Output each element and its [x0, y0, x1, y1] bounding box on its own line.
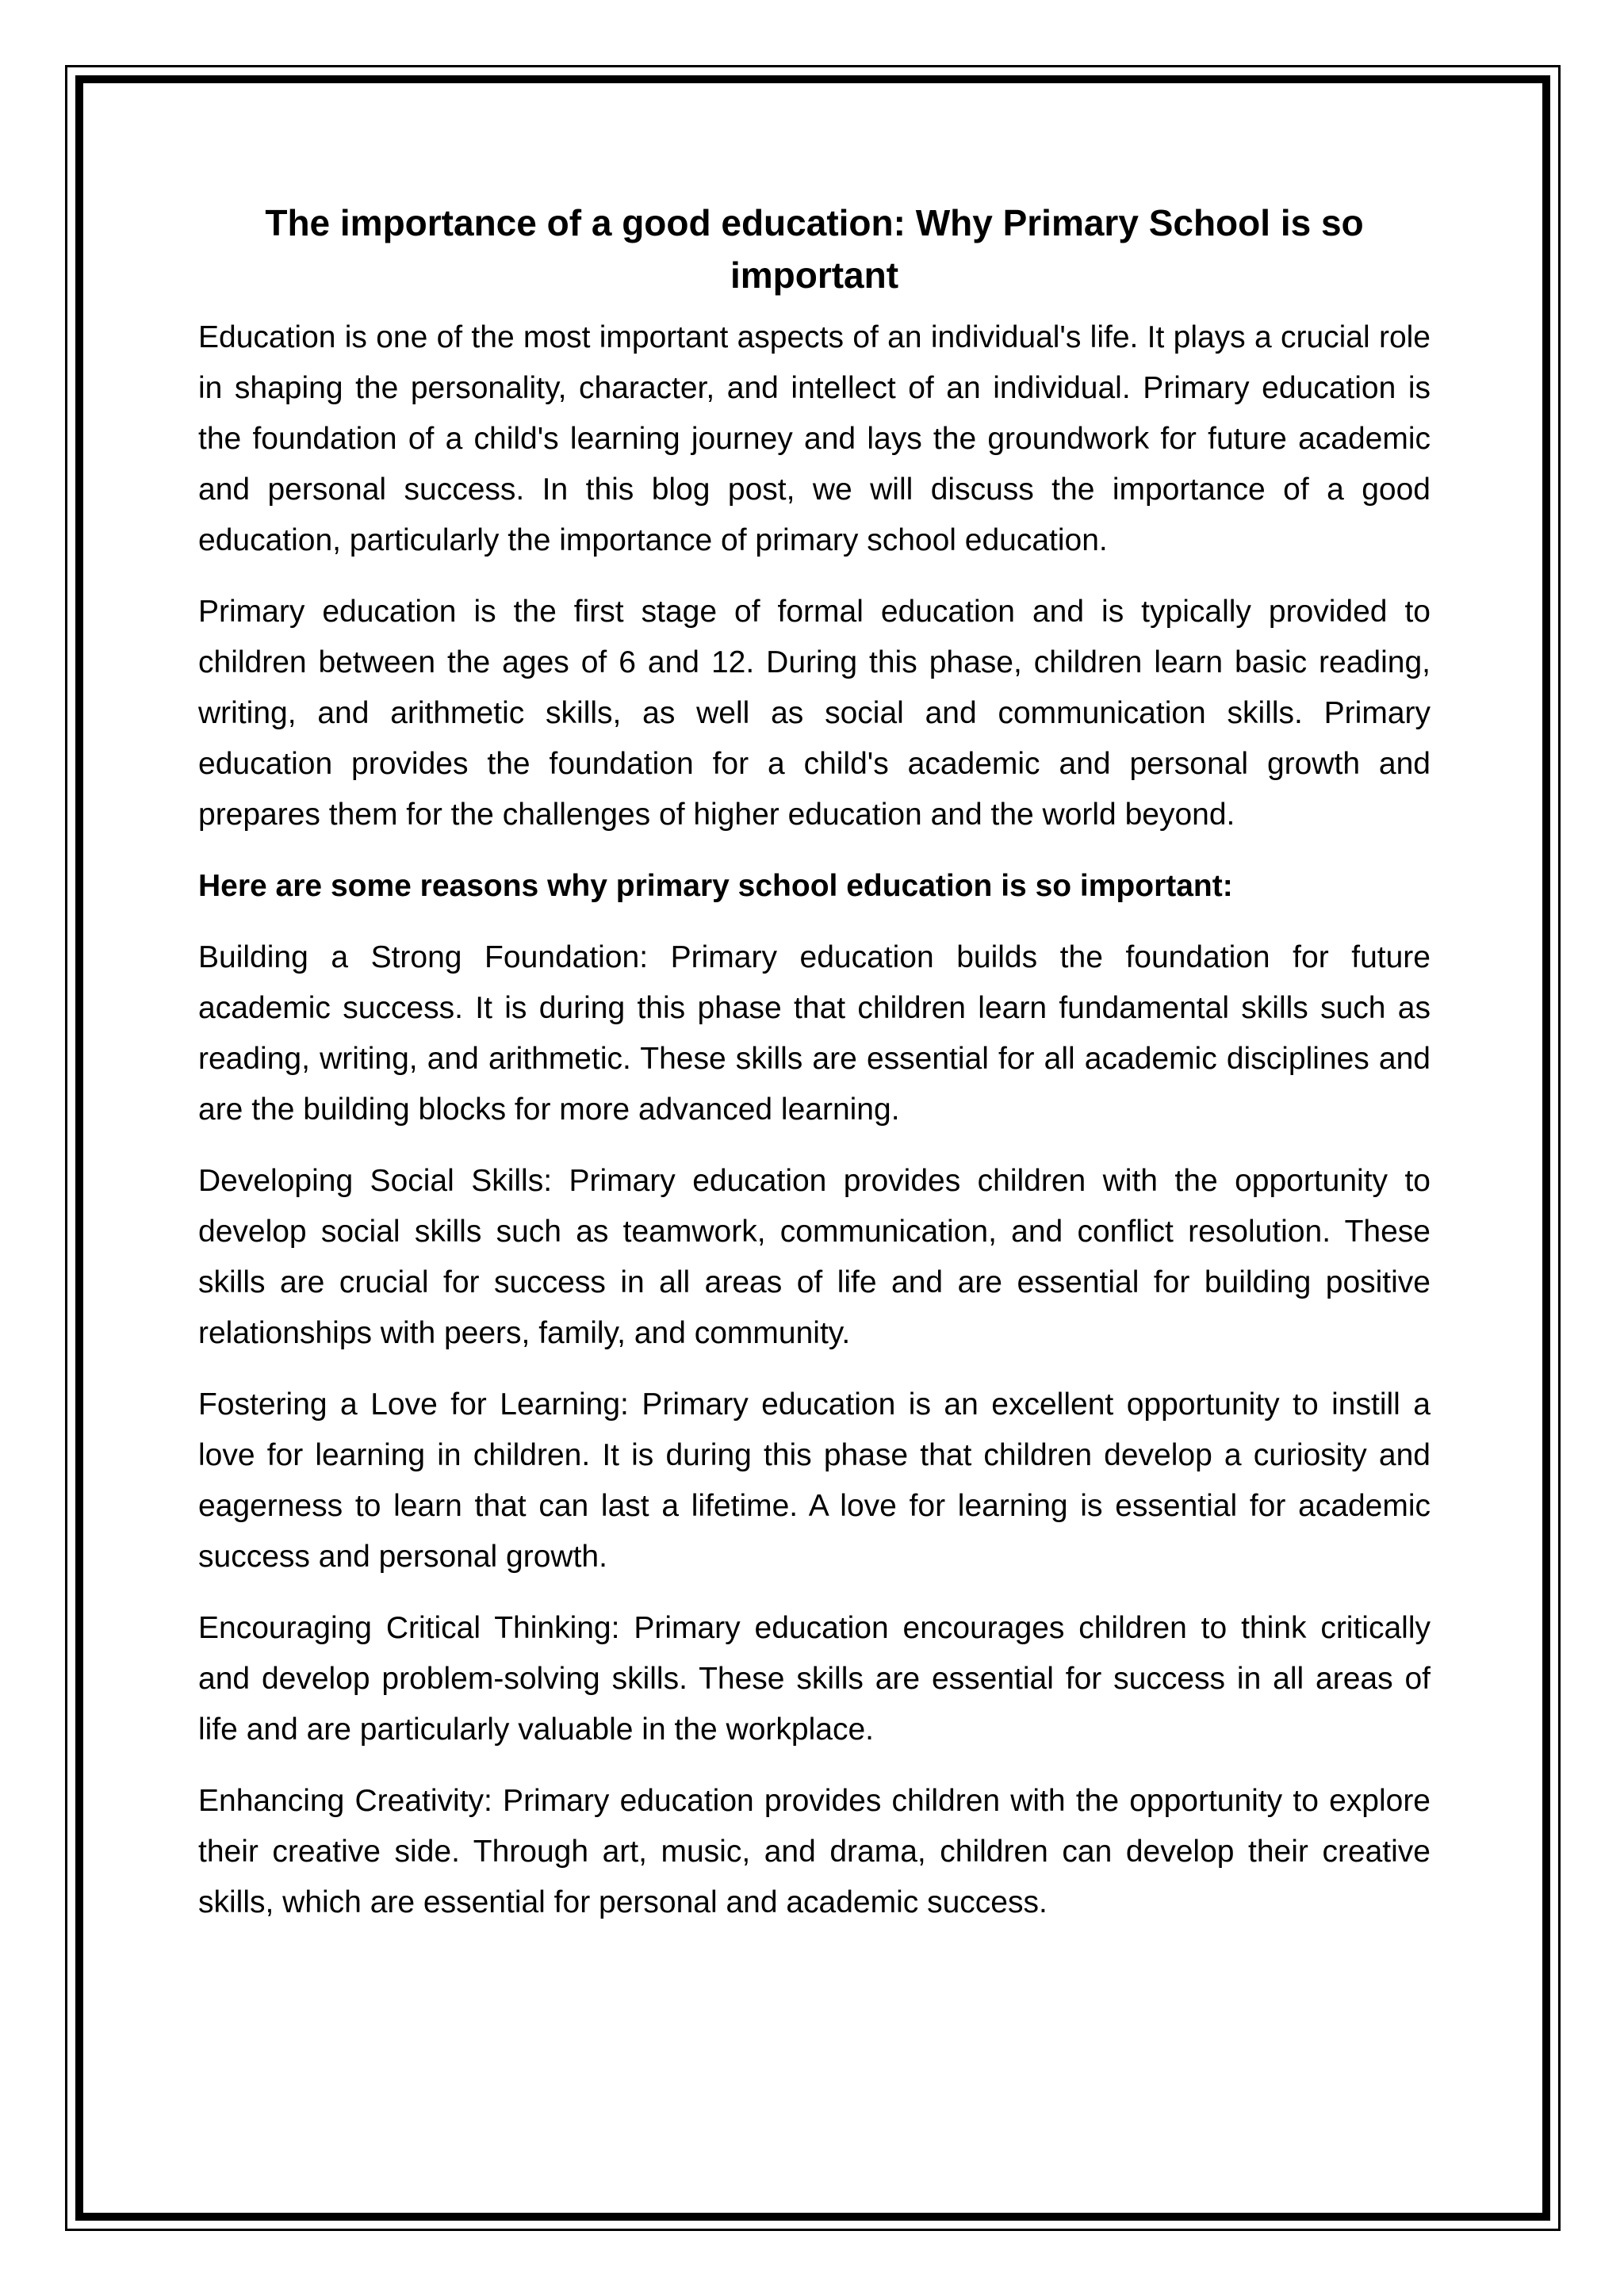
reason-paragraph: Fostering a Love for Learning: Primary education is an excellent opportunity to instill a love for learning in children. It is during this phase that children develop a curiosity and eagerness to learn that can last a lifetime. A love for learning is essential for academic success and personal growth.: [198, 1387, 1431, 1574]
reason-paragraph: Encouraging Critical Thinking: Primary education encourages children to think critically and develop problem-solving skills. These skills are essential for success in all areas of life and are particularly valuable in the workplace.: [198, 1611, 1431, 1747]
document-body: [198, 197, 1431, 1949]
reasons-heading: Here are some reasons why primary school education is so important:: [198, 869, 1233, 903]
intro-paragraph: Primary education is the first stage of formal education and is typically provided to children between the ages of 6 and 12. During this phase, children learn basic reading, writing, and arithmetic skills, as well as social and communication skills. Primary education provides the foundation for a child's academic and personal growth and prepares them for the challenges of higher education and the world beyond.: [198, 595, 1431, 832]
document-title: The importance of a good education: Why Primary School is so important: [265, 202, 1364, 296]
reason-paragraph: Developing Social Skills: Primary education provides children with the opportunity to develop social skills such as teamwork, communication, and conflict resolution. These skills are crucial for success in all areas of life and are essential for building positive relationships with peers, family, and community.: [198, 1164, 1431, 1350]
intro-paragraph: Education is one of the most important aspects of an individual's life. It plays a crucial role in shaping the personality, character, and intellect of an individual. Primary education is the foundation of a child's learning journey and lays the groundwork for future academic and personal success. In this blog post, we will discuss the importance of a good education, particularly the importance of primary school education.: [198, 320, 1431, 557]
reason-paragraph: Building a Strong Foundation: Primary education builds the foundation for future academic success. It is during this phase that children learn fundamental skills such as reading, writing, and arithmetic. These skills are essential for all academic disciplines and are the building blocks for more advanced learning.: [198, 940, 1431, 1127]
reason-paragraph: Enhancing Creativity: Primary education provides children with the opportunity to explore their creative side. Through art, music, and drama, children can develop their creative skills, which are essential for personal and academic success.: [198, 1784, 1431, 1919]
